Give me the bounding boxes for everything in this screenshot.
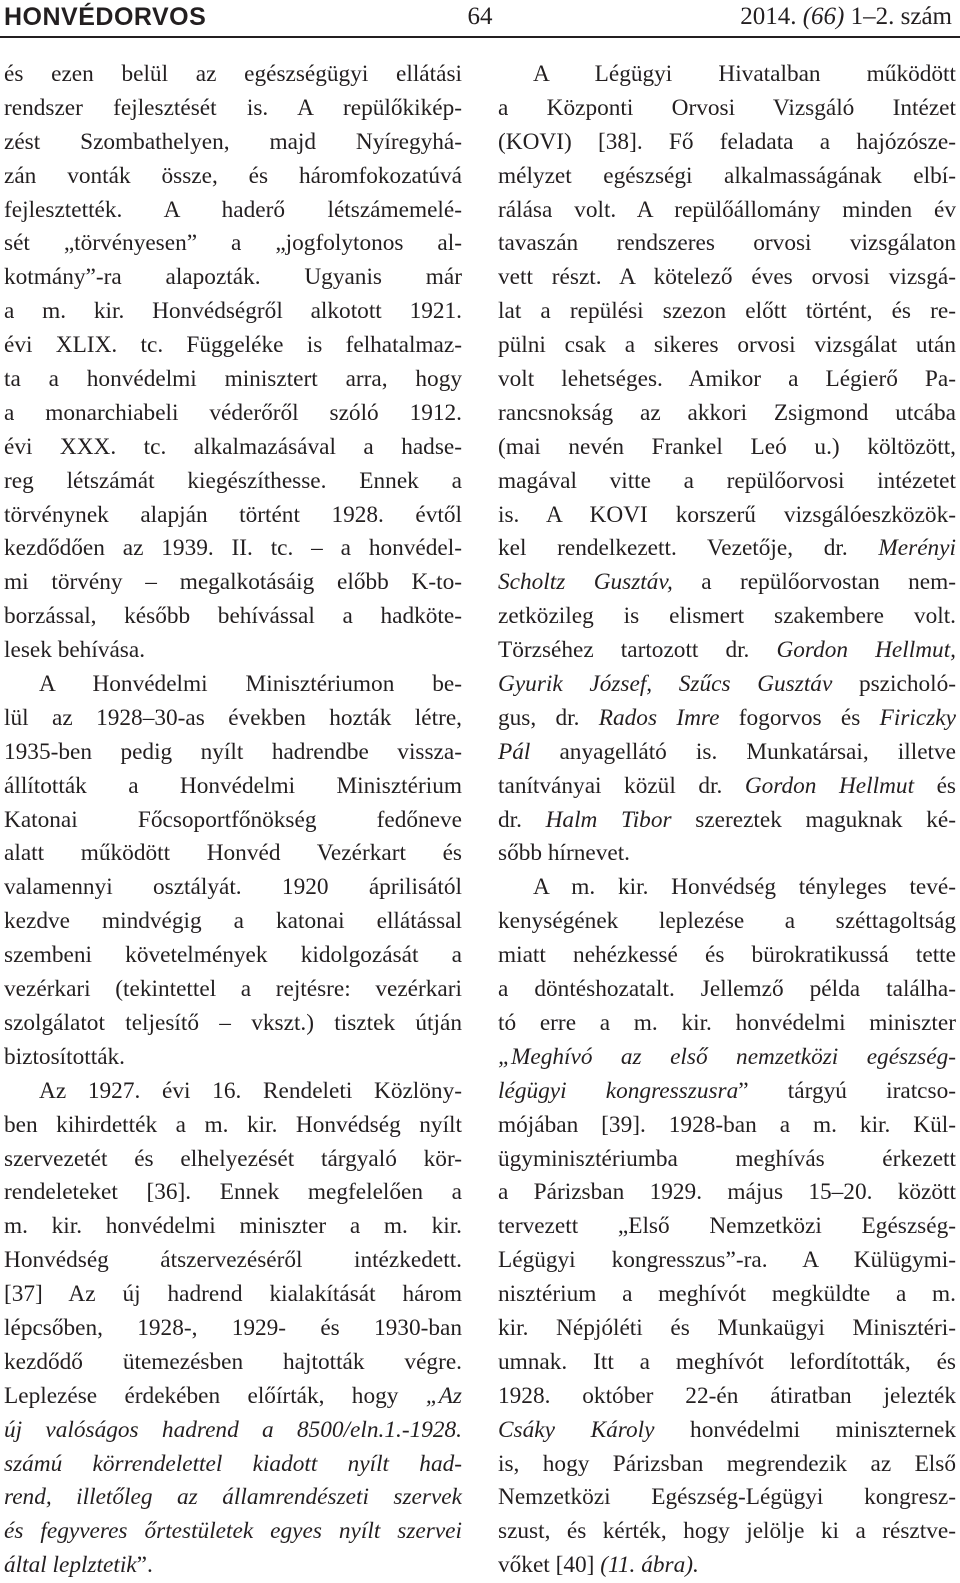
left-column-line: mi törvény – megalkotásáig előbb K-to- xyxy=(4,569,462,596)
left-column-line: szervezetét és elhelyezését tárgyaló kör- xyxy=(4,1145,462,1172)
left-column-line: és fegyveres őrtestületek egyes nyílt szervei xyxy=(4,1518,462,1545)
left-column-line: szolgálatot teljesítő – vkszt.) tisztek útján xyxy=(4,1009,462,1036)
left-column-line: ta a honvédelmi minisztert arra, hogy xyxy=(4,366,462,393)
right-column-line: rálása volt. A repülőállomány minden év xyxy=(498,196,956,223)
right-column-line: Légügyi kongresszus”-ra. A Külügymi- xyxy=(498,1247,956,1274)
left-column-line: rendszer fejlesztését is. A repülőkikép- xyxy=(4,94,462,121)
left-column-line: zán vonták össze, és háromfokozatúvá xyxy=(4,162,462,189)
left-column-line: kezdődő ütemezésben hajtották végre. xyxy=(4,1348,462,1375)
left-column-line: borzással, később behívással a hadköte- xyxy=(4,603,462,630)
left-column-line: A Honvédelmi Minisztériumon be- xyxy=(39,671,462,698)
right-column-line: Nemzetközi Egészség-Légügyi kongresz- xyxy=(498,1484,956,1511)
left-column-line: reg létszámát kiegészíthesse. Ennek a xyxy=(4,467,462,494)
right-column-line: pülni csak a sikeres orvosi vizsgálat után xyxy=(498,332,956,359)
right-column-line: tó erre a m. kir. honvédelmi miniszter xyxy=(498,1009,956,1036)
issue-info xyxy=(740,3,952,31)
right-column-line: lat a repülési szezon előtt történt, és re- xyxy=(498,298,956,325)
right-column-line: (KOVI) [38]. Fő feladata a hajózósze- xyxy=(498,128,956,155)
right-column-line: umnak. Itt a meghívót lefordították, és xyxy=(498,1348,956,1375)
right-column-line: tanítványai közül dr. Gordon Hellmut és xyxy=(498,772,956,799)
right-column-line: mójában [39]. 1928-ban a m. kir. Kül- xyxy=(498,1111,956,1138)
right-column-line: vett részt. A kötelező éves orvosi vizsgá- xyxy=(498,264,956,291)
right-column-line: rancsnokság az akkori Zsigmond utcába xyxy=(498,399,956,426)
right-column-line: gus, dr. Rados Imre fogorvos és Firiczky xyxy=(498,704,956,731)
right-column-line: légügyi kongresszusra” tárgyú iratcso- xyxy=(498,1077,956,1104)
left-column-line: szembeni követelmények kidolgozását a xyxy=(4,942,462,969)
right-column-line: mélyzet egészségi alkalmasságának elbí- xyxy=(498,162,956,189)
left-column-line: lül az 1928–30-as években hozták létre, xyxy=(4,704,462,731)
right-column-line: tervezett „Első Nemzetközi Egészség- xyxy=(498,1213,956,1240)
left-column-line: zést Szombathelyen, majd Nyíregyhá- xyxy=(4,128,462,155)
left-column-line: évi XXX. tc. alkalmazásával a hadse- xyxy=(4,433,462,460)
left-column-line: vezérkari (tekintettel a rejtésre: vezérkari xyxy=(4,976,462,1003)
right-column-line: Törzséhez tartozott dr. Gordon Hellmut, xyxy=(498,637,956,664)
left-column-line: a m. kir. Honvédségről alkotott 1921. xyxy=(4,298,462,325)
left-column-line: rend, illetőleg az államrendészeti szervek xyxy=(4,1484,462,1511)
right-column-line: magával vitte a repülőorvosi intézetet xyxy=(498,467,956,494)
left-column-line: és ezen belül az egészségügyi ellátási xyxy=(4,61,462,87)
left-column-line: Katonai Főcsoportfőnökség fedőneve xyxy=(4,806,462,833)
page-header xyxy=(0,0,960,38)
right-column-line: a Központi Orvosi Vizsgáló Intézet xyxy=(498,94,956,121)
issue-volume: (66) xyxy=(802,3,845,30)
right-column-line: is, hogy Párizsban megrendezik az Első xyxy=(498,1450,956,1477)
right-column xyxy=(498,58,956,1583)
left-column xyxy=(4,58,462,1583)
right-column-line: kel rendelkezett. Vezetője, dr. Merényi xyxy=(498,535,956,562)
left-column-line: által leplztetik”. xyxy=(4,1552,153,1579)
left-column-line: kezdve mindvégig a katonai ellátással xyxy=(4,908,462,935)
issue-number: 1–2. szám xyxy=(850,3,952,30)
right-column-line: tavaszán rendszeres orvosi vizsgálaton xyxy=(498,230,956,257)
left-column-line: [37] Az új hadrend kialakítását három xyxy=(4,1281,462,1308)
left-column-line: rendeleteket [36]. Ennek megfelelően a xyxy=(4,1179,462,1206)
right-column-line: A m. kir. Honvédség tényleges tevé- xyxy=(533,874,956,901)
right-column-line: volt lehetséges. Amikor a Légierő Pa- xyxy=(498,366,956,393)
right-column-line: (mai nevén Frankel Leó u.) költözött, xyxy=(498,433,956,460)
left-column-line: 1935-ben pedig nyílt hadrendbe vissza- xyxy=(4,738,462,765)
right-column-line: a Párizsban 1929. május 15–20. között xyxy=(498,1179,956,1206)
left-column-line: törvénynek alapján történt 1928. évtől xyxy=(4,501,462,528)
right-column-line: 1928. október 22-én átiratban jelezték xyxy=(498,1382,956,1409)
left-column-line: kezdődően az 1939. II. tc. – a honvédel- xyxy=(4,535,462,562)
right-column-line: vőket [40] (11. ábra). xyxy=(498,1552,699,1579)
right-column-line: szust, és kérték, hogy jelölje ki a résztve- xyxy=(498,1518,956,1545)
left-column-line: kotmány”-ra alapozták. Ugyanis már xyxy=(4,264,462,291)
issue-year: 2014. xyxy=(740,3,797,30)
left-column-line: m. kir. honvédelmi miniszter a m. kir. xyxy=(4,1213,462,1240)
right-column-line: Gyurik József, Szűcs Gusztáv pszicholó- xyxy=(498,671,956,698)
right-column-line: is. A KOVI korszerű vizsgálóeszközök- xyxy=(498,501,956,528)
right-column-line: Csáky Károly honvédelmi miniszternek xyxy=(498,1416,957,1443)
left-column-line: lesek behívása. xyxy=(4,637,146,664)
right-column-line: a döntéshozatalt. Jellemző példa találha- xyxy=(498,976,956,1003)
left-column-line: állították a Honvédelmi Minisztérium xyxy=(4,772,462,799)
left-column-line: számú körrendelettel kiadott nyílt had- xyxy=(4,1450,462,1477)
right-column-line: ügyminisztériumba meghívás érkezett xyxy=(498,1145,956,1172)
left-column-line: évi XLIX. tc. Függeléke is felhatalmaz- xyxy=(4,332,462,359)
right-column-line: „Meghívó az első nemzetközi egészség- xyxy=(498,1043,956,1070)
right-column-line: miatt nehézkessé és bürokratikussá tette xyxy=(498,942,956,969)
left-column-line: biztosították. xyxy=(4,1043,126,1070)
left-column-line: alatt működött Honvéd Vezérkart és xyxy=(4,840,462,867)
right-column-line: Pál anyagellátó is. Munkatársai, illetve xyxy=(498,738,956,765)
left-column-line: Az 1927. évi 16. Rendeleti Közlöny- xyxy=(39,1077,462,1104)
page-number: 64 xyxy=(467,3,493,30)
right-column-line: dr. Halm Tibor szereztek maguknak ké- xyxy=(498,806,956,833)
left-column-line: valamennyi osztályát. 1920 áprilisától xyxy=(4,874,462,901)
right-column-line: zetközileg is elismert szakembere volt. xyxy=(498,603,956,630)
left-column-line: új valóságos hadrend a 8500/eln.1.-1928. xyxy=(4,1416,462,1443)
right-column-line: Scholtz Gusztáv, a repülőorvostan nem- xyxy=(498,569,956,596)
left-column-line: sét „törvényesen” a „jogfolytonos al- xyxy=(4,230,462,257)
left-column-line: lépcsőben, 1928-, 1929- és 1930-ban xyxy=(4,1314,462,1341)
left-column-line: ben kihirdették a m. kir. Honvédség nyílt xyxy=(4,1111,462,1138)
right-column-line: sőbb hírnevet. xyxy=(498,840,630,867)
left-column-line: Honvédség átszervezéséről intézkedett. xyxy=(4,1247,462,1274)
left-column-line: a monarchiabeli véderőről szóló 1912. xyxy=(4,399,462,426)
left-column-line: fejlesztették. A haderő létszámemelé- xyxy=(4,196,462,223)
right-column-line: nisztérium a meghívót megküldte a m. xyxy=(498,1281,956,1308)
right-column-line: kir. Népjóléti és Munkaügyi Minisztéri- xyxy=(498,1314,956,1341)
journal-title: HONVÉDORVOS xyxy=(4,3,207,31)
right-column-line: A Légügyi Hivatalban működött xyxy=(533,61,956,87)
left-column-line: Leplezése érdekében előírták, hogy „Az xyxy=(4,1382,462,1409)
right-column-line: kenységének leplezése a széttagoltság xyxy=(498,908,956,935)
